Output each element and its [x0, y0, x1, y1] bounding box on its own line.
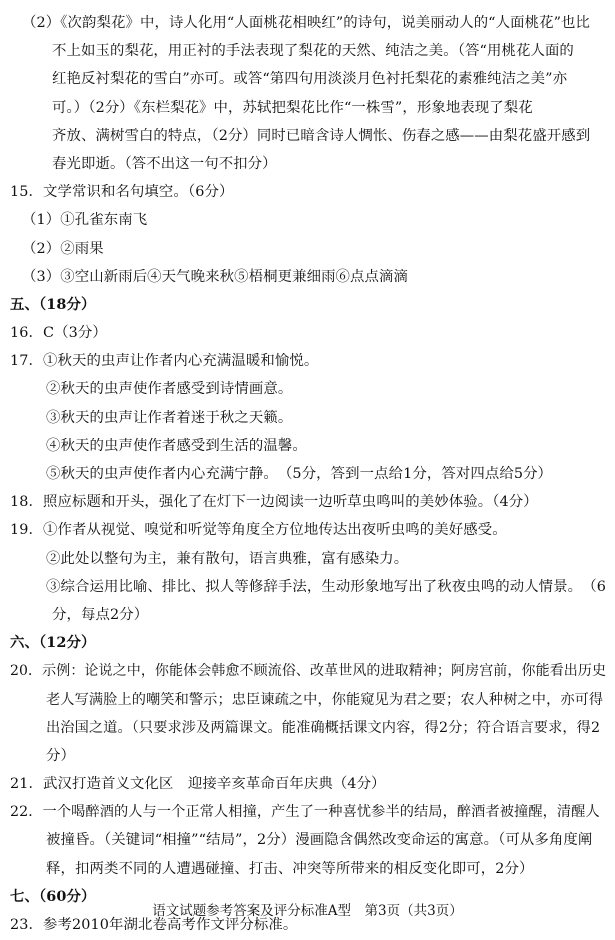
- answer-20-line3: 出治国之道。（只要求涉及两篇课文。能准确概括课文内容，得2分；符合语言要求，得2: [46, 719, 601, 736]
- answer-16: 16．C（3分）: [10, 325, 107, 342]
- answer-19-point1: 19．①作者从视觉、嗅觉和听觉等角度全方位地传达出夜听虫鸣的美好感受。: [10, 522, 507, 539]
- answer-content: [10, 9, 606, 939]
- answer-17-point3: ③秋天的虫声让作者着迷于秋之天籁。: [46, 409, 293, 426]
- answer-20-line4: 分）: [46, 747, 75, 764]
- answer-15-part1: （1）①孔雀东南飞: [22, 212, 148, 229]
- answer-14-part2-line5: 齐放、满树雪白的特点，（2分）同时已暗含诗人惆怅、伤春之感——由梨花盛开感到: [52, 127, 591, 144]
- section-7-heading: 七、（60分）: [10, 887, 96, 905]
- answer-22-line3: 释，扣两类不同的人遭遇碰撞、打击、冲突等所带来的相反变化即可，2分）: [46, 860, 534, 877]
- answer-14-part2-line6: 春光即逝。（答不出这一句不扣分）: [52, 155, 277, 172]
- answer-15-part2: （2）②雨果: [22, 240, 104, 257]
- answer-14-part2-line4: 可。）（2分）《东栏梨花》中，苏轼把梨花比作“一株雪”，形象地表现了梨花: [52, 99, 533, 116]
- answer-21: 21．武汉打造首义文化区 迎接辛亥革命百年庆典（4分）: [10, 776, 386, 793]
- answer-15-part3: （3）③空山新雨后④天气晚来秋⑤梧桐更兼细雨⑥点点滴滴: [22, 268, 409, 285]
- answer-17-point2: ②秋天的虫声使作者感受到诗情画意。: [46, 381, 293, 398]
- answer-20-line1: 20．示例：论说之中，你能体会韩愈不顾流俗、改革世风的进取精神；阿房宫前，你能看出历史: [10, 663, 607, 680]
- answer-19-point3: ③综合运用比喻、排比、拟人等修辞手法，生动形象地写出了秋夜虫鸣的动人情景。 （6: [46, 578, 606, 595]
- answer-17-point4: ④秋天的虫声使作者感受到生活的温馨。: [46, 437, 307, 454]
- answer-14-part2-line1: （2）《次韵梨花》中，诗人化用“人面桃花相映红”的诗句，说美丽动人的“人面桃花”也比: [22, 15, 591, 31]
- page-footer: 语文试题参考答案及评分标准A型 第3页（共3页）: [152, 903, 463, 919]
- section-5-heading: 五、（18分）: [10, 295, 96, 313]
- answer-17-point5: ⑤秋天的虫声使作者内心充满宁静。 （5分，答到一点给1分，答对四点给5分）: [46, 466, 553, 482]
- answer-22-line1: 22．一个喝醉酒的人与一个正常人相撞，产生了一种喜忧参半的结局，醉酒者被撞醒，清醒人: [10, 804, 600, 821]
- question-15-heading: 15．文学常识和名句填空。（6分）: [10, 184, 234, 201]
- answer-17-point1: 17．①秋天的虫声让作者内心充满温暖和愉悦。: [10, 353, 319, 370]
- answer-19-point2: ②此处以整句为主，兼有散句，语言典雅，富有感染力。: [46, 550, 409, 567]
- answer-22-line2: 被撞昏。（关键词“相撞”“结局”，2分）漫画隐含偶然改变命运的寓意。（可从多角度阐: [46, 832, 593, 849]
- answer-23: 23．参考2010年湖北卷高考作文评分标准。: [10, 917, 298, 933]
- answer-19-point3-cont: 分，每点2分）: [52, 606, 149, 623]
- answer-20-line2: 老人写满脸上的嘲笑和警示；忠臣谏疏之中，你能窥见为君之要；农人种树之中，亦可得: [46, 691, 604, 708]
- answer-14-part2-line2: 不上如玉的梨花，用正衬的手法表现了梨花的天然、纯洁之美。（答“用桃花人面的: [52, 43, 574, 60]
- answer-18: 18．照应标题和开头，强化了在灯下一边阅读一边听草虫鸣叫的美妙体验。（4分）: [10, 494, 538, 511]
- answer-14-part2-line3: 红艳反衬梨花的雪白”亦可。或答“第四句用淡淡月色衬托梨花的素雅纯洁之美”亦: [52, 71, 568, 88]
- section-6-heading: 六、（12分）: [10, 634, 96, 652]
